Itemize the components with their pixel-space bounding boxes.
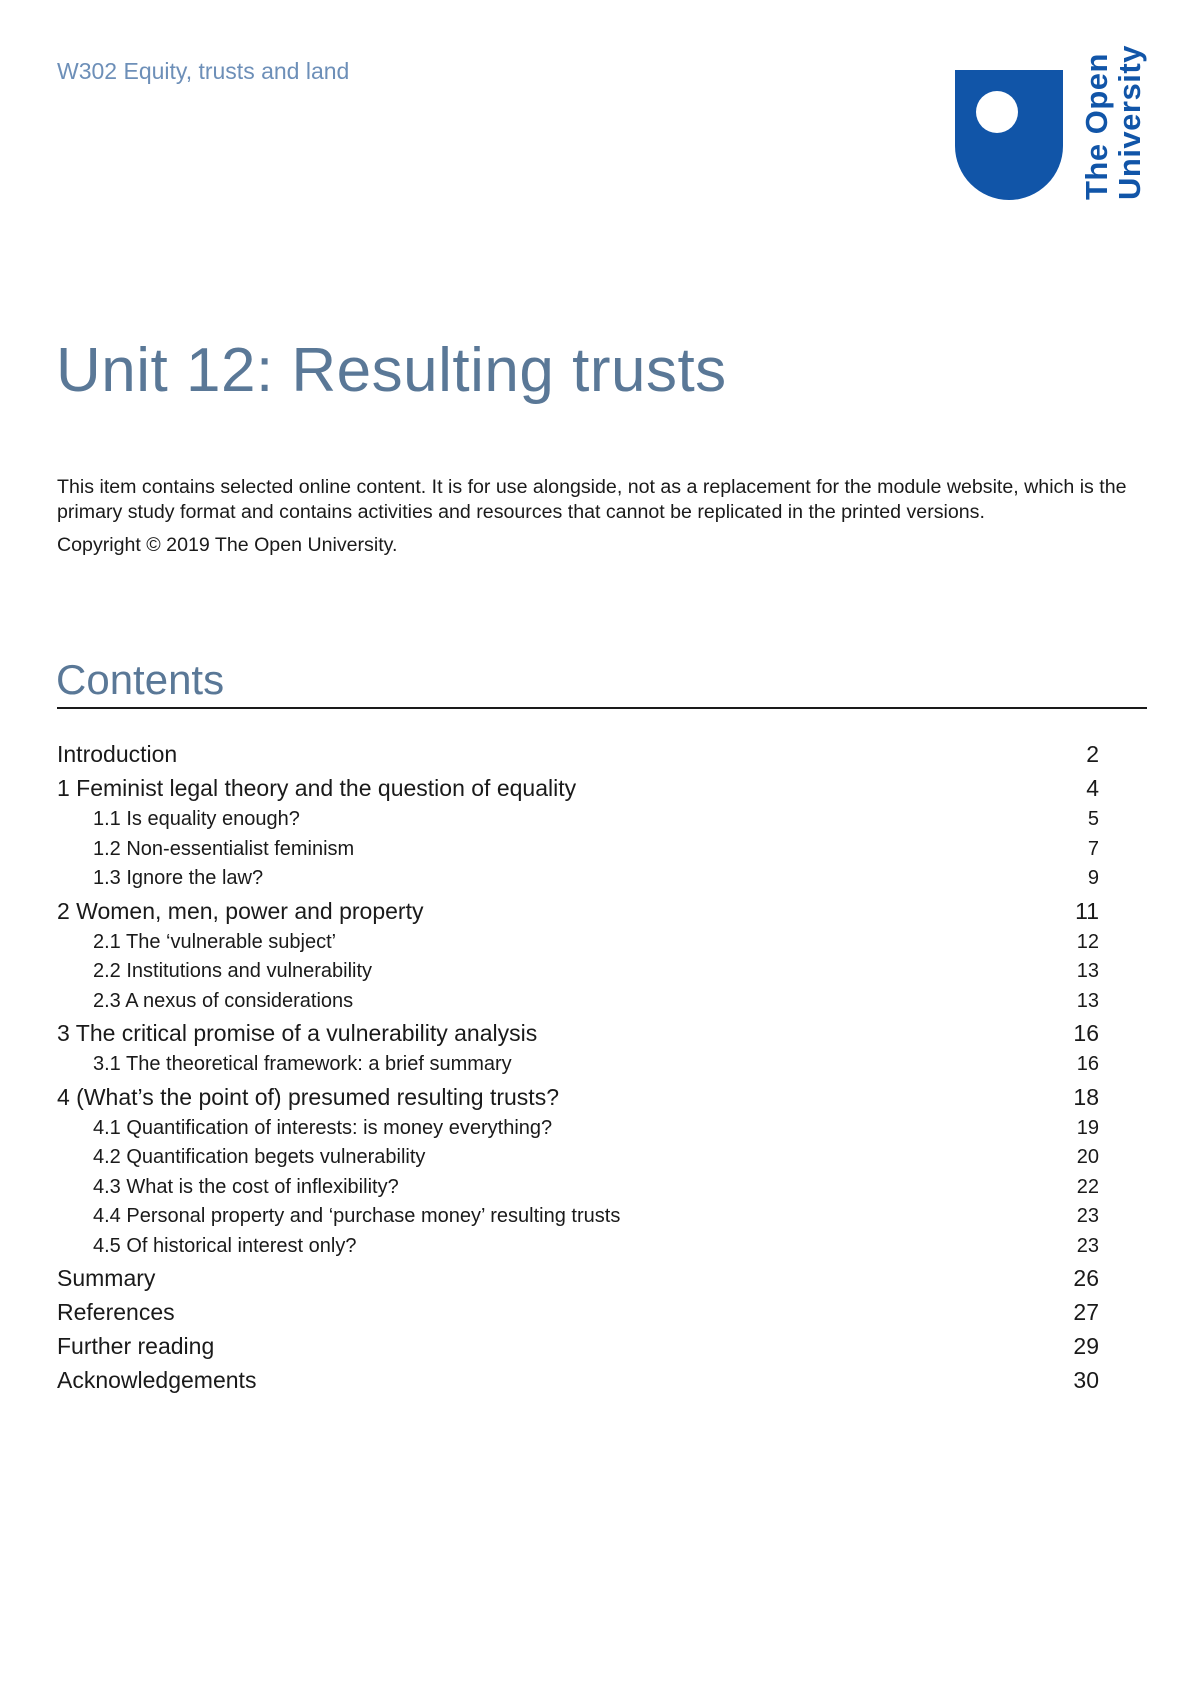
toc-entry-label: 1.2 Non-essentialist feminism xyxy=(93,837,355,860)
toc-entry-page: 23 xyxy=(1076,1205,1099,1227)
toc-entry-label: 4.4 Personal property and ‘purchase money’ resulting trusts xyxy=(93,1205,621,1227)
toc-entry[interactable] xyxy=(57,928,1099,958)
intro-paragraph: This item contains selected online content. It is for use alongside, not as a replacement for the module website, which is the primary study format and contains activities and resources that cannot be replicated in the printed versions. xyxy=(57,476,1127,523)
toc-entry-page: 22 xyxy=(1076,1175,1099,1198)
toc-entry-page: 16 xyxy=(1076,1053,1099,1075)
toc-entry-label: Further reading xyxy=(57,1333,215,1359)
toc-entry[interactable] xyxy=(57,1143,1099,1173)
toc-entry-label: Summary xyxy=(57,1265,156,1291)
toc-entry-label: 3.1 The theoretical framework: a brief summary xyxy=(93,1053,512,1075)
contents-heading: Contents xyxy=(56,656,225,703)
toc-entry-page: 18 xyxy=(1073,1083,1099,1110)
toc-entry-label: 1.3 Ignore the law? xyxy=(93,867,264,889)
toc-entry-label: 1 Feminist legal theory and the question of equality xyxy=(57,775,577,801)
toc-entry-page: 27 xyxy=(1073,1299,1099,1325)
copyright-notice: Copyright © 2019 The Open University. xyxy=(57,534,398,556)
toc-entry-page: 30 xyxy=(1073,1367,1099,1393)
page-title: Unit 12: Resulting trusts xyxy=(56,336,727,405)
contents-divider xyxy=(57,707,1147,709)
toc-entry-label: 4.5 Of historical interest only? xyxy=(93,1234,357,1257)
toc-entry[interactable] xyxy=(57,1050,1099,1080)
toc-entry-page: 9 xyxy=(1087,867,1099,889)
toc-entry-page: 12 xyxy=(1076,930,1099,953)
toc-entry[interactable] xyxy=(57,805,1099,835)
toc-entry-page: 2 xyxy=(1086,741,1099,767)
toc-entry[interactable] xyxy=(57,1114,1099,1144)
toc-entry-page: 16 xyxy=(1073,1020,1099,1046)
toc-entry-page: 4 xyxy=(1086,775,1099,801)
toc-entry[interactable] xyxy=(57,737,1099,771)
toc-entry-label: 4.1 Quantification of interests: is money everything? xyxy=(93,1116,553,1139)
toc-entry[interactable] xyxy=(57,835,1099,865)
toc-entry-label: 3 The critical promise of a vulnerability analysis xyxy=(57,1020,538,1046)
toc-entry-label: 2 Women, men, power and property xyxy=(57,897,424,924)
toc-entry-page: 23 xyxy=(1076,1234,1099,1257)
logo-shield-dot xyxy=(976,91,1018,133)
logo-line-2: University xyxy=(1112,45,1147,200)
toc-entry[interactable] xyxy=(57,771,1099,805)
logo-shield-shape xyxy=(955,70,1063,200)
toc-entry-page: 20 xyxy=(1076,1146,1099,1168)
toc-entry-label: 1.1 Is equality enough? xyxy=(93,808,300,830)
toc-entry-page: 5 xyxy=(1087,808,1099,830)
toc-entry-page: 19 xyxy=(1076,1116,1099,1139)
toc-entry-label: Acknowledgements xyxy=(57,1367,257,1393)
toc-entry-page: 13 xyxy=(1076,989,1099,1012)
toc-entry[interactable] xyxy=(57,894,1099,928)
toc-entry-label: 2.1 The ‘vulnerable subject’ xyxy=(93,930,337,953)
toc-entry-label: 4 (What’s the point of) presumed resulting trusts? xyxy=(57,1083,559,1110)
toc-entry[interactable] xyxy=(57,1080,1099,1114)
toc-entry[interactable] xyxy=(57,864,1099,894)
toc-entry-label: 2.3 A nexus of considerations xyxy=(93,989,354,1012)
toc-entry-page: 26 xyxy=(1073,1265,1099,1291)
logo-wordmark xyxy=(1080,45,1146,200)
toc-entry-label: 2.2 Institutions and vulnerability xyxy=(93,960,373,982)
toc-entry[interactable] xyxy=(57,1232,1099,1262)
logo-line-1: The Open xyxy=(1079,53,1114,200)
toc-entry[interactable] xyxy=(57,987,1099,1017)
toc-entry-page: 11 xyxy=(1075,897,1099,924)
toc-entry-label: References xyxy=(57,1299,175,1325)
toc-entry-page: 7 xyxy=(1087,837,1099,860)
toc-entry[interactable] xyxy=(57,1261,1099,1295)
toc-entry-label: 4.3 What is the cost of inflexibility? xyxy=(93,1175,399,1198)
toc-entry[interactable] xyxy=(57,1173,1099,1203)
toc-entry-label: Introduction xyxy=(57,741,178,767)
toc-entry-page: 13 xyxy=(1076,960,1099,982)
toc-entry[interactable] xyxy=(57,1329,1099,1363)
toc-entry[interactable] xyxy=(57,1295,1099,1329)
toc-entry-page: 29 xyxy=(1073,1333,1099,1359)
toc-entry-label: 4.2 Quantification begets vulnerability xyxy=(93,1146,426,1168)
toc-entry[interactable] xyxy=(57,1363,1099,1397)
table-of-contents xyxy=(57,737,1099,1397)
toc-entry[interactable] xyxy=(57,1202,1099,1232)
toc-entry[interactable] xyxy=(57,957,1099,987)
module-code: W302 Equity, trusts and land xyxy=(57,58,350,84)
toc-entry[interactable] xyxy=(57,1016,1099,1050)
